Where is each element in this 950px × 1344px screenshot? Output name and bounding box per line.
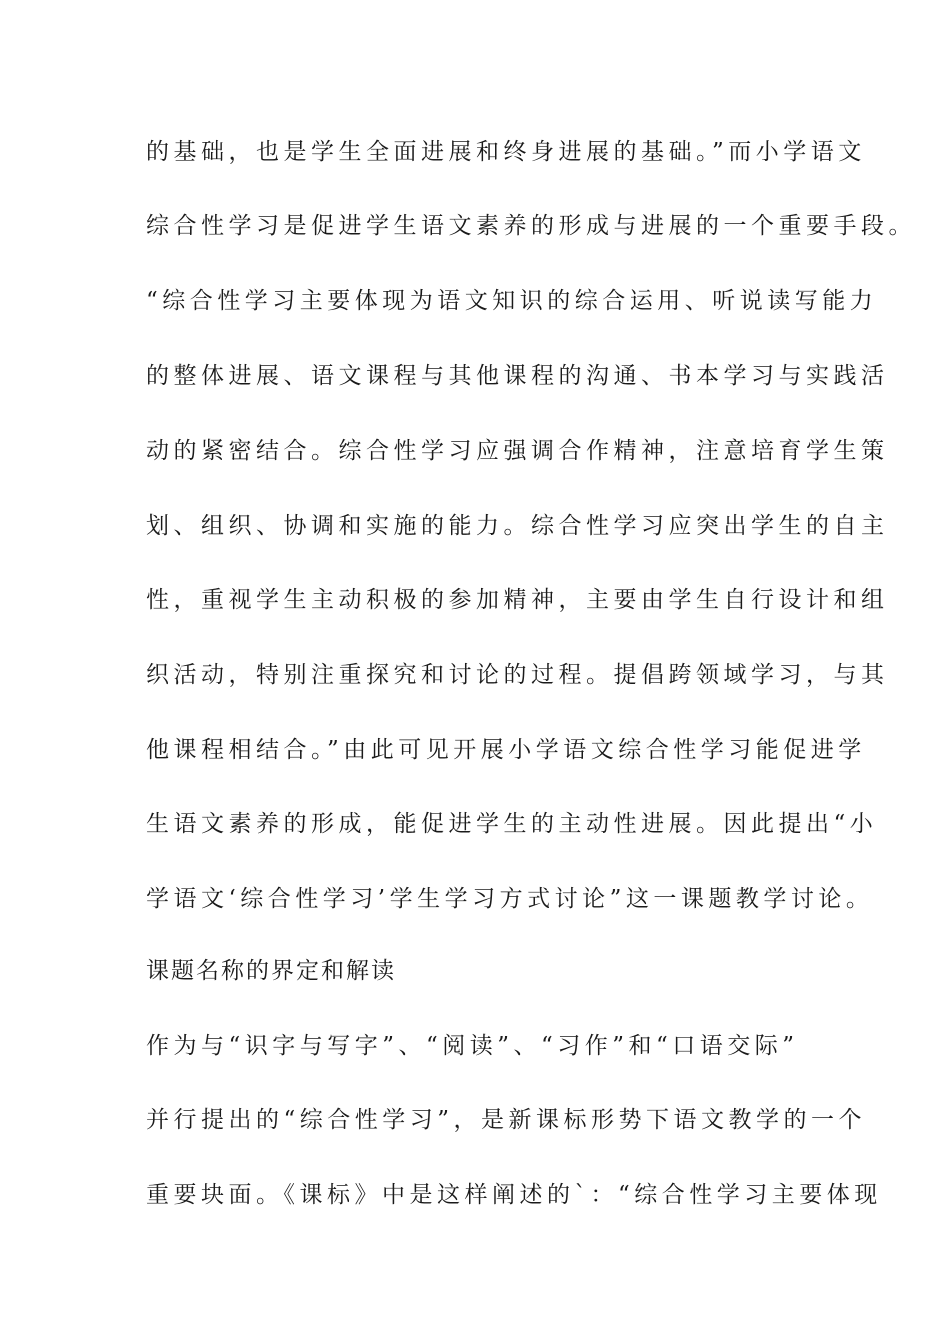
- paragraph-line: 的基础，也是学生全面进展和终身进展的基础。”而小学语文: [146, 139, 866, 165]
- paragraph-line: 作为与“识字与写字”、“阅读”、“习作”和“口语交际”: [146, 1033, 799, 1059]
- paragraph-line: 综合性学习是促进学生语文素养的形成与进展的一个重要手段。: [146, 213, 916, 239]
- paragraph-line: 学语文‘综合性学习’学生学习方式讨论”这一课题教学讨论。: [146, 886, 874, 912]
- paragraph-line: 动的紧密结合。综合性学习应强调合作精神，注意培育学生策: [146, 438, 889, 464]
- section-heading: 课题名称的界定和解读: [146, 958, 396, 984]
- paragraph-line: 性，重视学生主动积极的参加精神，主要由学生自行设计和组: [146, 587, 889, 613]
- paragraph-line: “综合性学习主要体现为语文知识的综合运用、听说读写能力: [146, 288, 878, 314]
- paragraph-line: 重要块面。《课标》中是这样阐述的`：“综合性学习主要体现: [146, 1182, 882, 1208]
- paragraph-line: 并行提出的“综合性学习”，是新课标形势下语文教学的一个: [146, 1107, 867, 1133]
- paragraph-line: 的整体进展、语文课程与其他课程的沟通、书本学习与实践活: [146, 363, 889, 389]
- paragraph-line: 织活动，特别注重探究和讨论的过程。提倡跨领域学习，与其: [146, 662, 889, 688]
- paragraph-line: 生语文素养的形成，能促进学生的主动性进展。因此提出“小: [146, 811, 878, 837]
- paragraph-line: 他课程相结合。”由此可见开展小学语文综合性学习能促进学: [146, 737, 866, 763]
- paragraph-line: 划、组织、协调和实施的能力。综合性学习应突出学生的自主: [146, 513, 889, 539]
